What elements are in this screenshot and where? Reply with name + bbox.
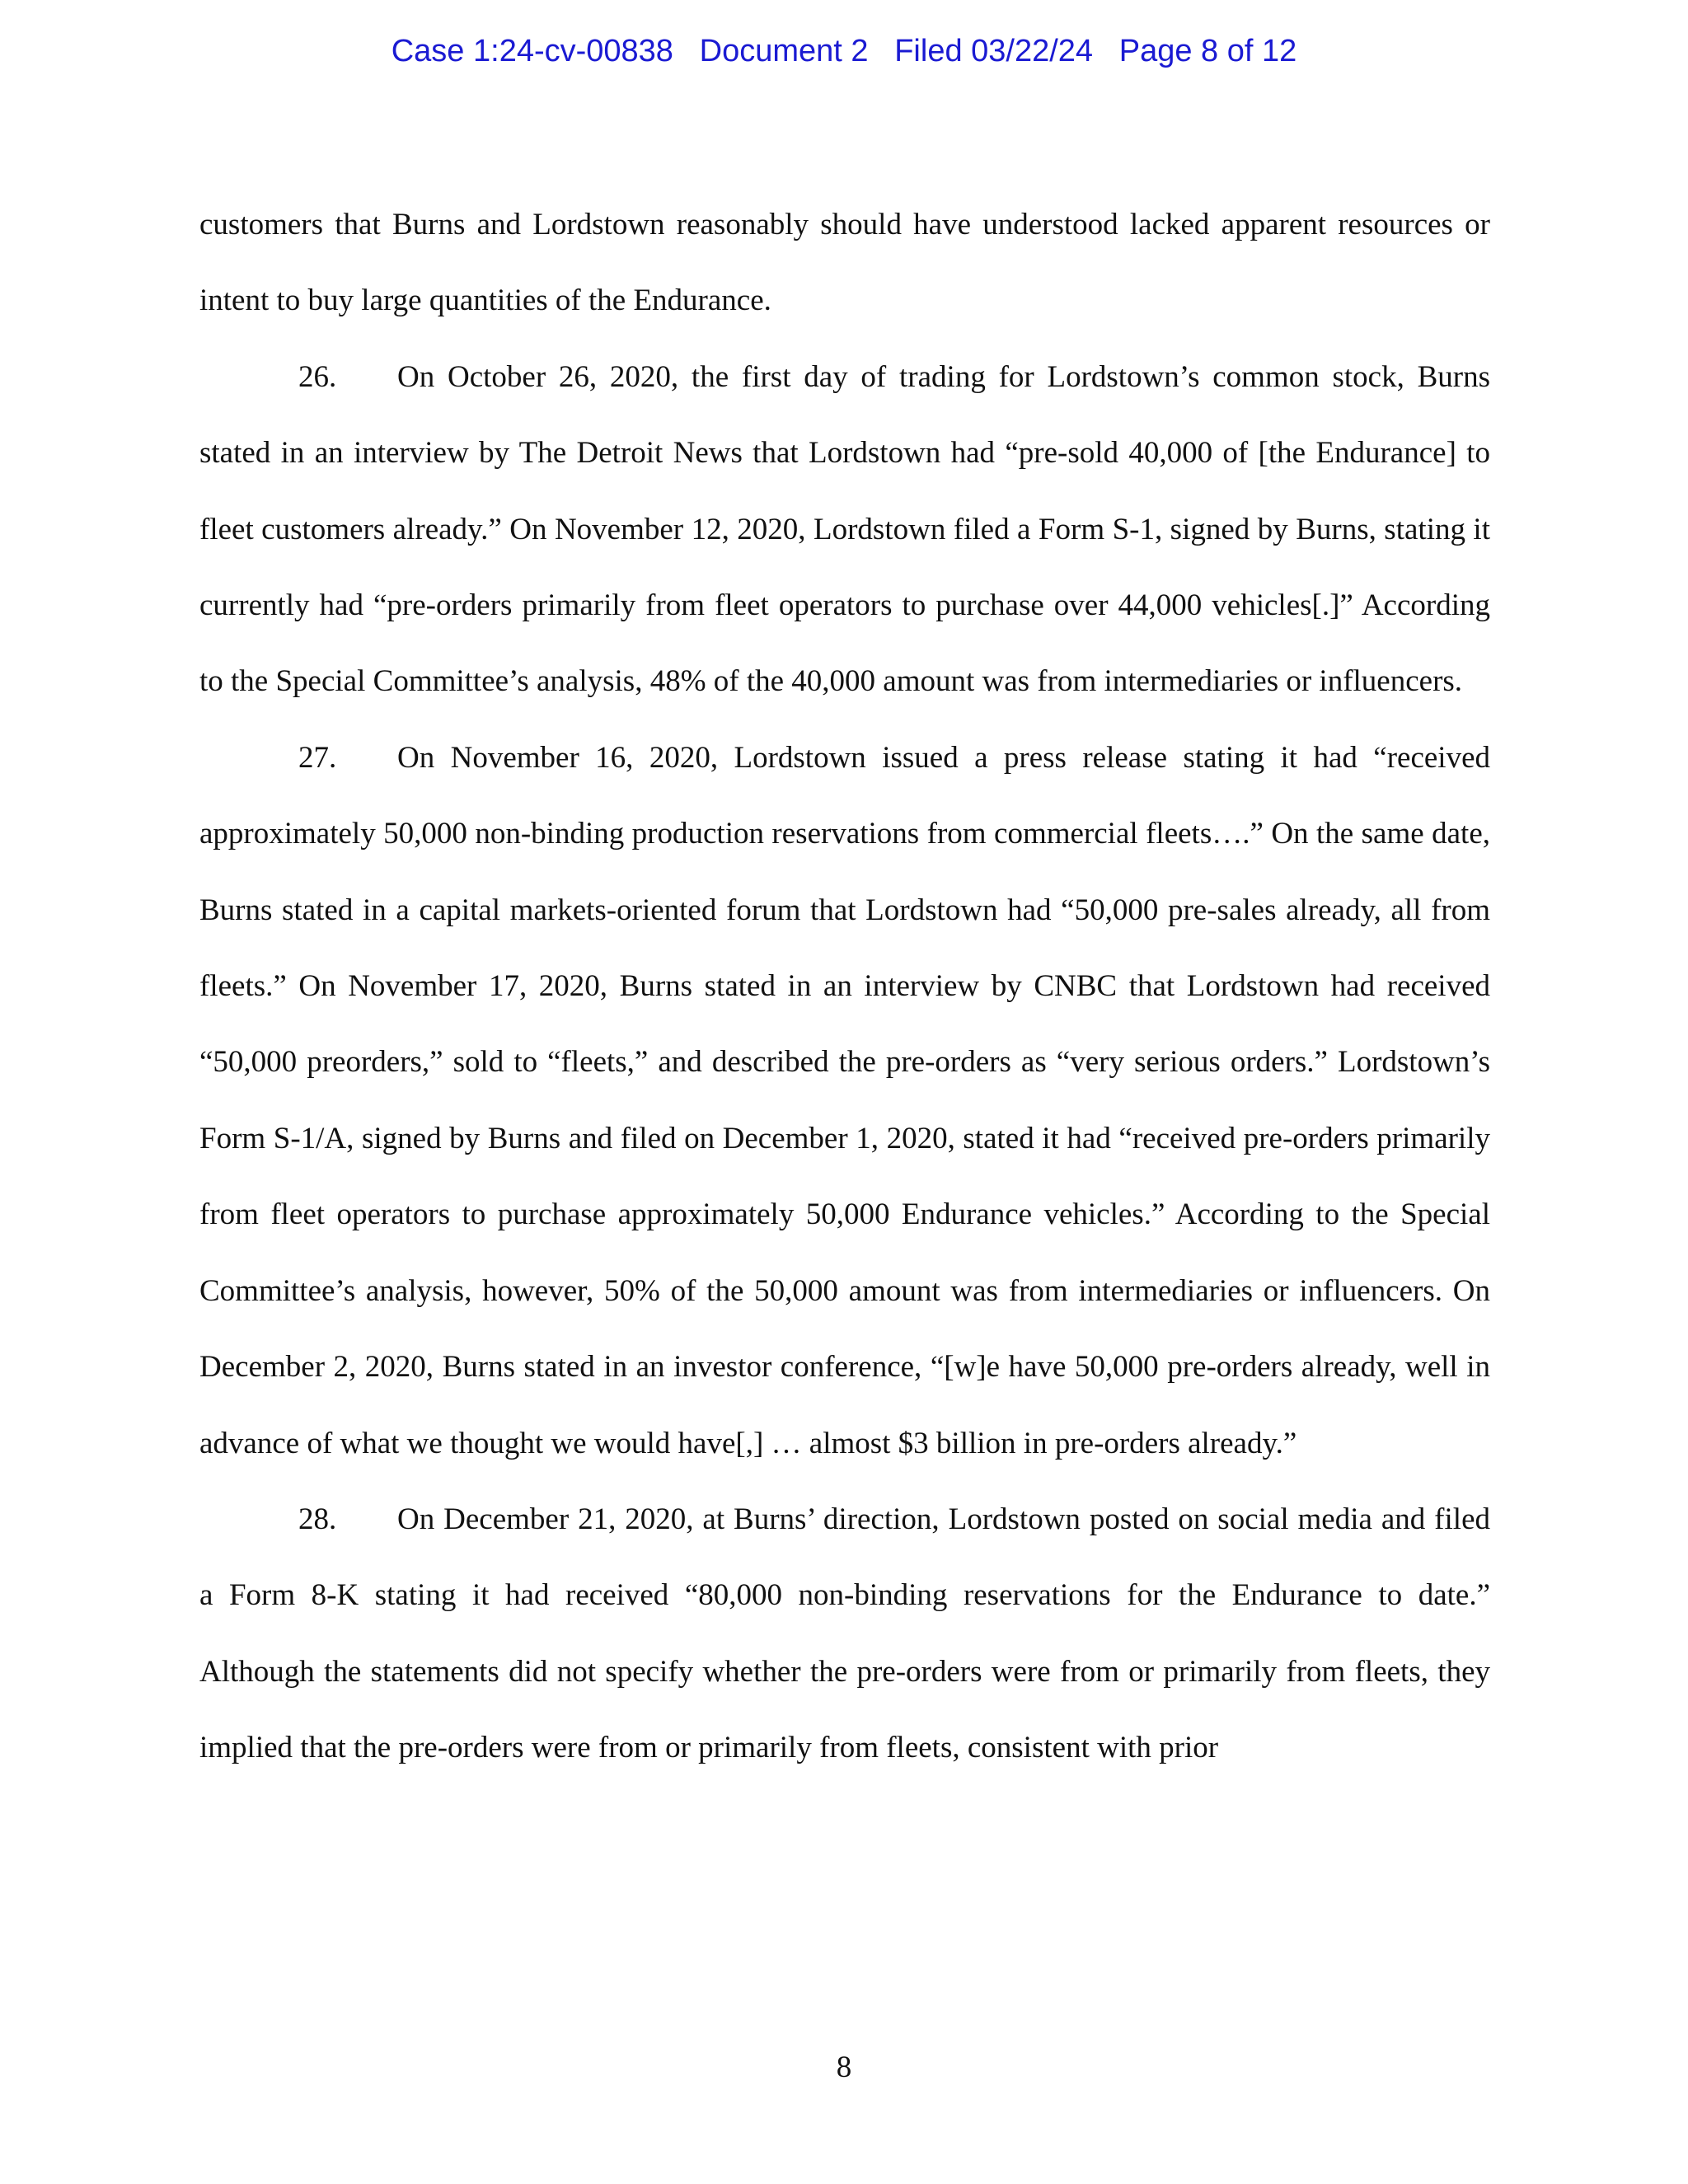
case-number: Case 1:24-cv-00838	[391, 34, 673, 68]
continuation-paragraph: customers that Burns and Lordstown reasonably should have understood lacked apparent resources or intent to buy large quantities of the Endurance.	[199, 208, 1490, 318]
paragraph-number: 28.	[298, 1502, 337, 1536]
filed-date: Filed 03/22/24	[894, 34, 1094, 68]
document-body	[199, 187, 1490, 1787]
paragraph-28	[199, 1482, 1490, 1787]
paragraph-number: 27.	[298, 740, 337, 775]
document-number: Document 2	[699, 34, 869, 68]
paragraph-text: On October 26, 2020, the first day of trading for Lordstown’s common stock, Burns stated in an interview by The Detroit News that Lordstown had “pre-sold 40,000 of [the Endurance] to fleet customers already.” On November 12, 2020, Lordstown filed a Form S-1, signed by Burns, stating it currently had “pre-orders primarily from fleet operators to purchase over 44,000 vehicles[.]” According to the Special Committee’s analysis, 48% of the 40,000 amount was from intermediaries or influencers.	[199, 359, 1490, 699]
paragraph-text: On December 21, 2020, at Burns’ direction, Lordstown posted on social media and filed a Form 8-K stating it had received “80,000 non-binding reservations for the Endurance to date.” Although the statements did not specify whether the pre-orders were from or primarily from fleets, they implied that the pre-orders were from or primarily from fleets, consistent with prior	[199, 1502, 1490, 1765]
page-number: 8	[836, 2050, 852, 2084]
paragraph-26	[199, 340, 1490, 720]
page-indicator: Page 8 of 12	[1118, 34, 1297, 68]
paragraph-text: On November 16, 2020, Lordstown issued a press release stating it had “received approximately 50,000 non-binding production reservations from commercial fleets….” On the same date, Burns stated in a capital markets-oriented forum that Lordstown had “50,000 pre-sales already, all from fleets.” On November 17, 2020, Burns stated in an interview by CNBC that Lordstown had received “50,000 preorders,” sold to “fleets,” and described the pre-orders as “very serious orders.” Lordstown’s Form S-1/A, signed by Burns and filed on December 1, 2020, stated it had “received pre-orders primarily from fleet operators to purchase approximately 50,000 Endurance vehicles.” According to the Special Committee’s analysis, however, 50% of the 50,000 amount was from intermediaries or influencers. On December 2, 2020, Burns stated in an investor conference, “[w]e have 50,000 pre-orders already, well in advance of what we thought we would have[,] … almost $3 billion in pre-orders already.”	[199, 740, 1490, 1460]
paragraph-27	[199, 720, 1490, 1482]
case-header	[0, 26, 1688, 76]
paragraph-number: 26.	[298, 359, 337, 394]
